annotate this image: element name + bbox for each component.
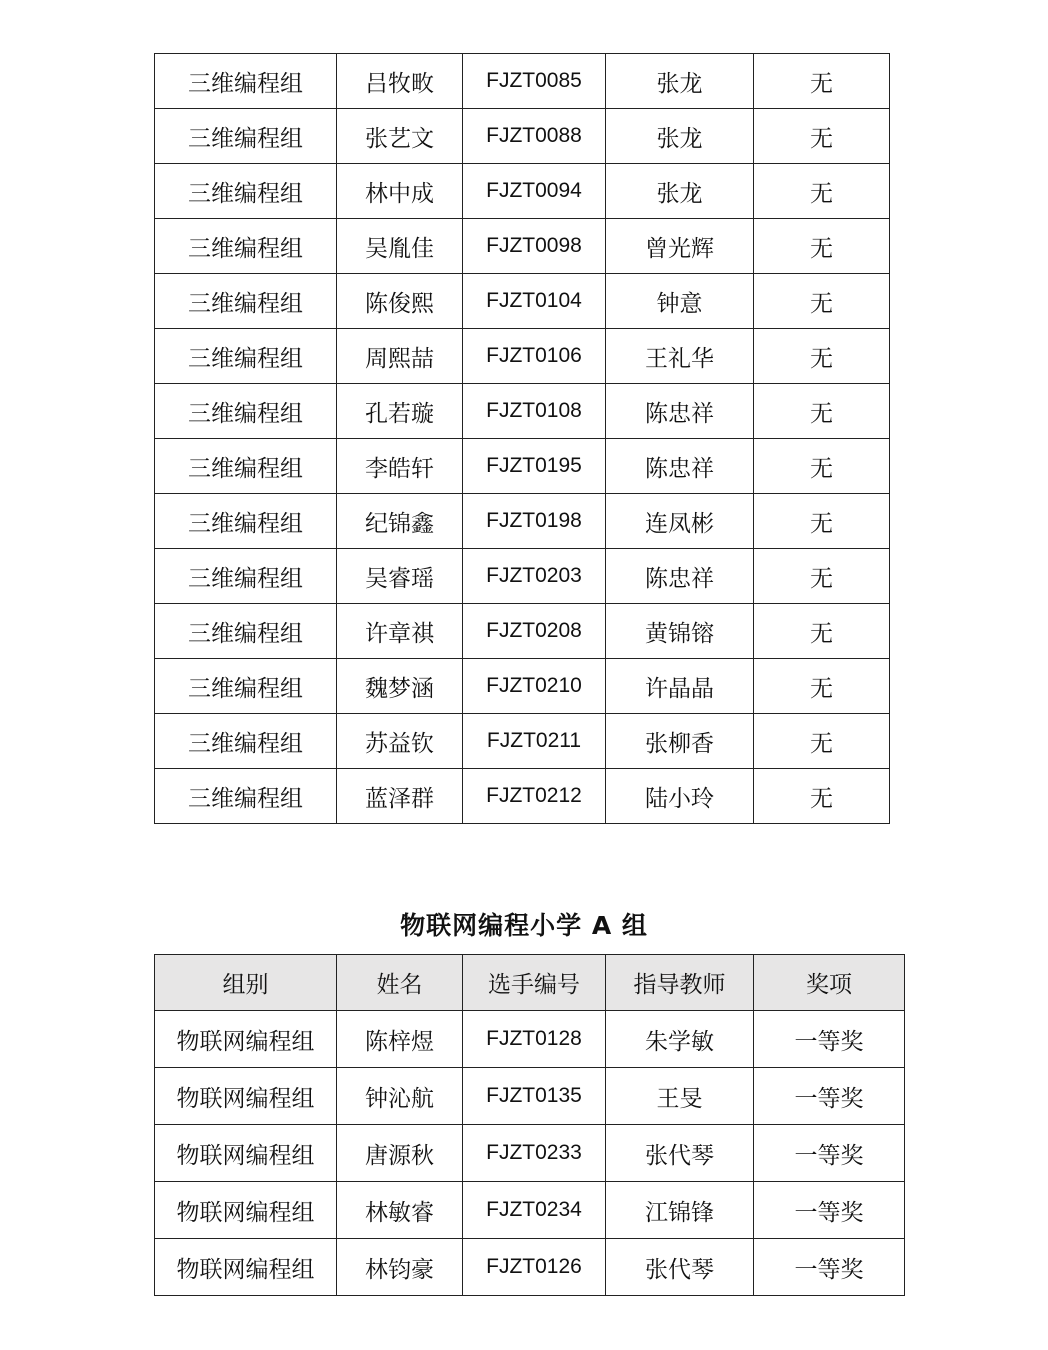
cell-group: 物联网编程组 <box>155 1182 337 1239</box>
cell-contestant-id: FJZT0108 <box>463 384 606 439</box>
cell-teacher: 钟意 <box>606 274 754 329</box>
cell-name: 纪锦鑫 <box>337 494 463 549</box>
cell-teacher: 张柳香 <box>606 714 754 769</box>
section-title: 物联网编程小学 A 组 <box>400 911 648 940</box>
cell-contestant-id: FJZT0106 <box>463 329 606 384</box>
header-award: 奖项 <box>754 955 905 1011</box>
cell-teacher: 张龙 <box>606 54 754 109</box>
cell-teacher: 张龙 <box>606 109 754 164</box>
cell-teacher: 王旻 <box>606 1068 754 1125</box>
table2-body <box>155 1011 905 1296</box>
cell-contestant-id: FJZT0135 <box>463 1068 606 1125</box>
cell-name: 吕牧畋 <box>337 54 463 109</box>
cell-award: 无 <box>754 494 890 549</box>
cell-teacher: 张龙 <box>606 164 754 219</box>
cell-teacher: 张代琴 <box>606 1125 754 1182</box>
cell-award: 无 <box>754 164 890 219</box>
cell-contestant-id: FJZT0098 <box>463 219 606 274</box>
table-row <box>155 494 890 549</box>
results-table-3d-programming <box>154 53 890 824</box>
cell-award: 无 <box>754 714 890 769</box>
table-row <box>155 274 890 329</box>
table-row <box>155 1239 905 1296</box>
table-row <box>155 439 890 494</box>
cell-award: 无 <box>754 384 890 439</box>
cell-name: 林钧豪 <box>337 1239 463 1296</box>
header-group: 组别 <box>155 955 337 1011</box>
header-row <box>155 955 905 1011</box>
table-row <box>155 769 890 824</box>
cell-award: 一等奖 <box>754 1182 905 1239</box>
cell-group: 三维编程组 <box>155 769 337 824</box>
cell-name: 苏益钦 <box>337 714 463 769</box>
cell-award: 无 <box>754 549 890 604</box>
cell-group: 三维编程组 <box>155 659 337 714</box>
cell-group: 物联网编程组 <box>155 1125 337 1182</box>
cell-teacher: 许晶晶 <box>606 659 754 714</box>
table1-body <box>155 54 890 824</box>
cell-group: 三维编程组 <box>155 604 337 659</box>
cell-name: 吴胤佳 <box>337 219 463 274</box>
cell-group: 物联网编程组 <box>155 1068 337 1125</box>
cell-contestant-id: FJZT0094 <box>463 164 606 219</box>
cell-group: 三维编程组 <box>155 494 337 549</box>
cell-name: 张艺文 <box>337 109 463 164</box>
cell-contestant-id: FJZT0208 <box>463 604 606 659</box>
table-row <box>155 714 890 769</box>
cell-group: 三维编程组 <box>155 329 337 384</box>
cell-contestant-id: FJZT0085 <box>463 54 606 109</box>
cell-contestant-id: FJZT0233 <box>463 1125 606 1182</box>
cell-name: 周熙喆 <box>337 329 463 384</box>
table-row <box>155 1011 905 1068</box>
cell-contestant-id: FJZT0212 <box>463 769 606 824</box>
table-row <box>155 1068 905 1125</box>
cell-contestant-id: FJZT0104 <box>463 274 606 329</box>
cell-group: 三维编程组 <box>155 54 337 109</box>
cell-teacher: 江锦锋 <box>606 1182 754 1239</box>
cell-teacher: 陈忠祥 <box>606 439 754 494</box>
table-row <box>155 659 890 714</box>
cell-contestant-id: FJZT0203 <box>463 549 606 604</box>
cell-name: 陈梓煜 <box>337 1011 463 1068</box>
cell-award: 一等奖 <box>754 1239 905 1296</box>
table-row <box>155 164 890 219</box>
cell-group: 三维编程组 <box>155 549 337 604</box>
cell-name: 陈俊熙 <box>337 274 463 329</box>
cell-group: 三维编程组 <box>155 439 337 494</box>
cell-award: 无 <box>754 769 890 824</box>
table-row <box>155 1125 905 1182</box>
cell-teacher: 曾光辉 <box>606 219 754 274</box>
cell-award: 无 <box>754 604 890 659</box>
cell-award: 无 <box>754 659 890 714</box>
cell-group: 三维编程组 <box>155 714 337 769</box>
table2-header <box>155 955 905 1011</box>
cell-contestant-id: FJZT0211 <box>463 714 606 769</box>
table-row <box>155 109 890 164</box>
cell-group: 三维编程组 <box>155 164 337 219</box>
cell-name: 林中成 <box>337 164 463 219</box>
cell-name: 魏梦涵 <box>337 659 463 714</box>
cell-award: 无 <box>754 329 890 384</box>
cell-award: 无 <box>754 219 890 274</box>
cell-award: 一等奖 <box>754 1011 905 1068</box>
cell-award: 无 <box>754 439 890 494</box>
cell-teacher: 陈忠祥 <box>606 384 754 439</box>
cell-group: 物联网编程组 <box>155 1011 337 1068</box>
table-row <box>155 219 890 274</box>
cell-group: 三维编程组 <box>155 384 337 439</box>
cell-teacher: 张代琴 <box>606 1239 754 1296</box>
cell-contestant-id: FJZT0128 <box>463 1011 606 1068</box>
header-name: 姓名 <box>337 955 463 1011</box>
cell-award: 无 <box>754 54 890 109</box>
table-row <box>155 329 890 384</box>
table-row <box>155 1182 905 1239</box>
cell-contestant-id: FJZT0234 <box>463 1182 606 1239</box>
cell-contestant-id: FJZT0088 <box>463 109 606 164</box>
cell-teacher: 陆小玲 <box>606 769 754 824</box>
cell-name: 吴睿瑶 <box>337 549 463 604</box>
cell-contestant-id: FJZT0198 <box>463 494 606 549</box>
cell-contestant-id: FJZT0210 <box>463 659 606 714</box>
cell-award: 一等奖 <box>754 1068 905 1125</box>
cell-group: 三维编程组 <box>155 109 337 164</box>
cell-name: 孔若璇 <box>337 384 463 439</box>
cell-contestant-id: FJZT0195 <box>463 439 606 494</box>
cell-group: 物联网编程组 <box>155 1239 337 1296</box>
results-table-iot-programming <box>154 954 905 1296</box>
cell-group: 三维编程组 <box>155 274 337 329</box>
cell-name: 钟沁航 <box>337 1068 463 1125</box>
cell-teacher: 黄锦镕 <box>606 604 754 659</box>
cell-teacher: 王礼华 <box>606 329 754 384</box>
cell-name: 李皓轩 <box>337 439 463 494</box>
table-row <box>155 604 890 659</box>
cell-name: 唐源秋 <box>337 1125 463 1182</box>
cell-award: 无 <box>754 109 890 164</box>
header-contestant-id: 选手编号 <box>463 955 606 1011</box>
cell-teacher: 陈忠祥 <box>606 549 754 604</box>
cell-award: 无 <box>754 274 890 329</box>
cell-group: 三维编程组 <box>155 219 337 274</box>
cell-name: 林敏睿 <box>337 1182 463 1239</box>
table-row <box>155 54 890 109</box>
header-teacher: 指导教师 <box>606 955 754 1011</box>
cell-name: 许章祺 <box>337 604 463 659</box>
table-row <box>155 549 890 604</box>
cell-teacher: 连凤彬 <box>606 494 754 549</box>
cell-name: 蓝泽群 <box>337 769 463 824</box>
cell-award: 一等奖 <box>754 1125 905 1182</box>
cell-contestant-id: FJZT0126 <box>463 1239 606 1296</box>
table-row <box>155 384 890 439</box>
cell-teacher: 朱学敏 <box>606 1011 754 1068</box>
